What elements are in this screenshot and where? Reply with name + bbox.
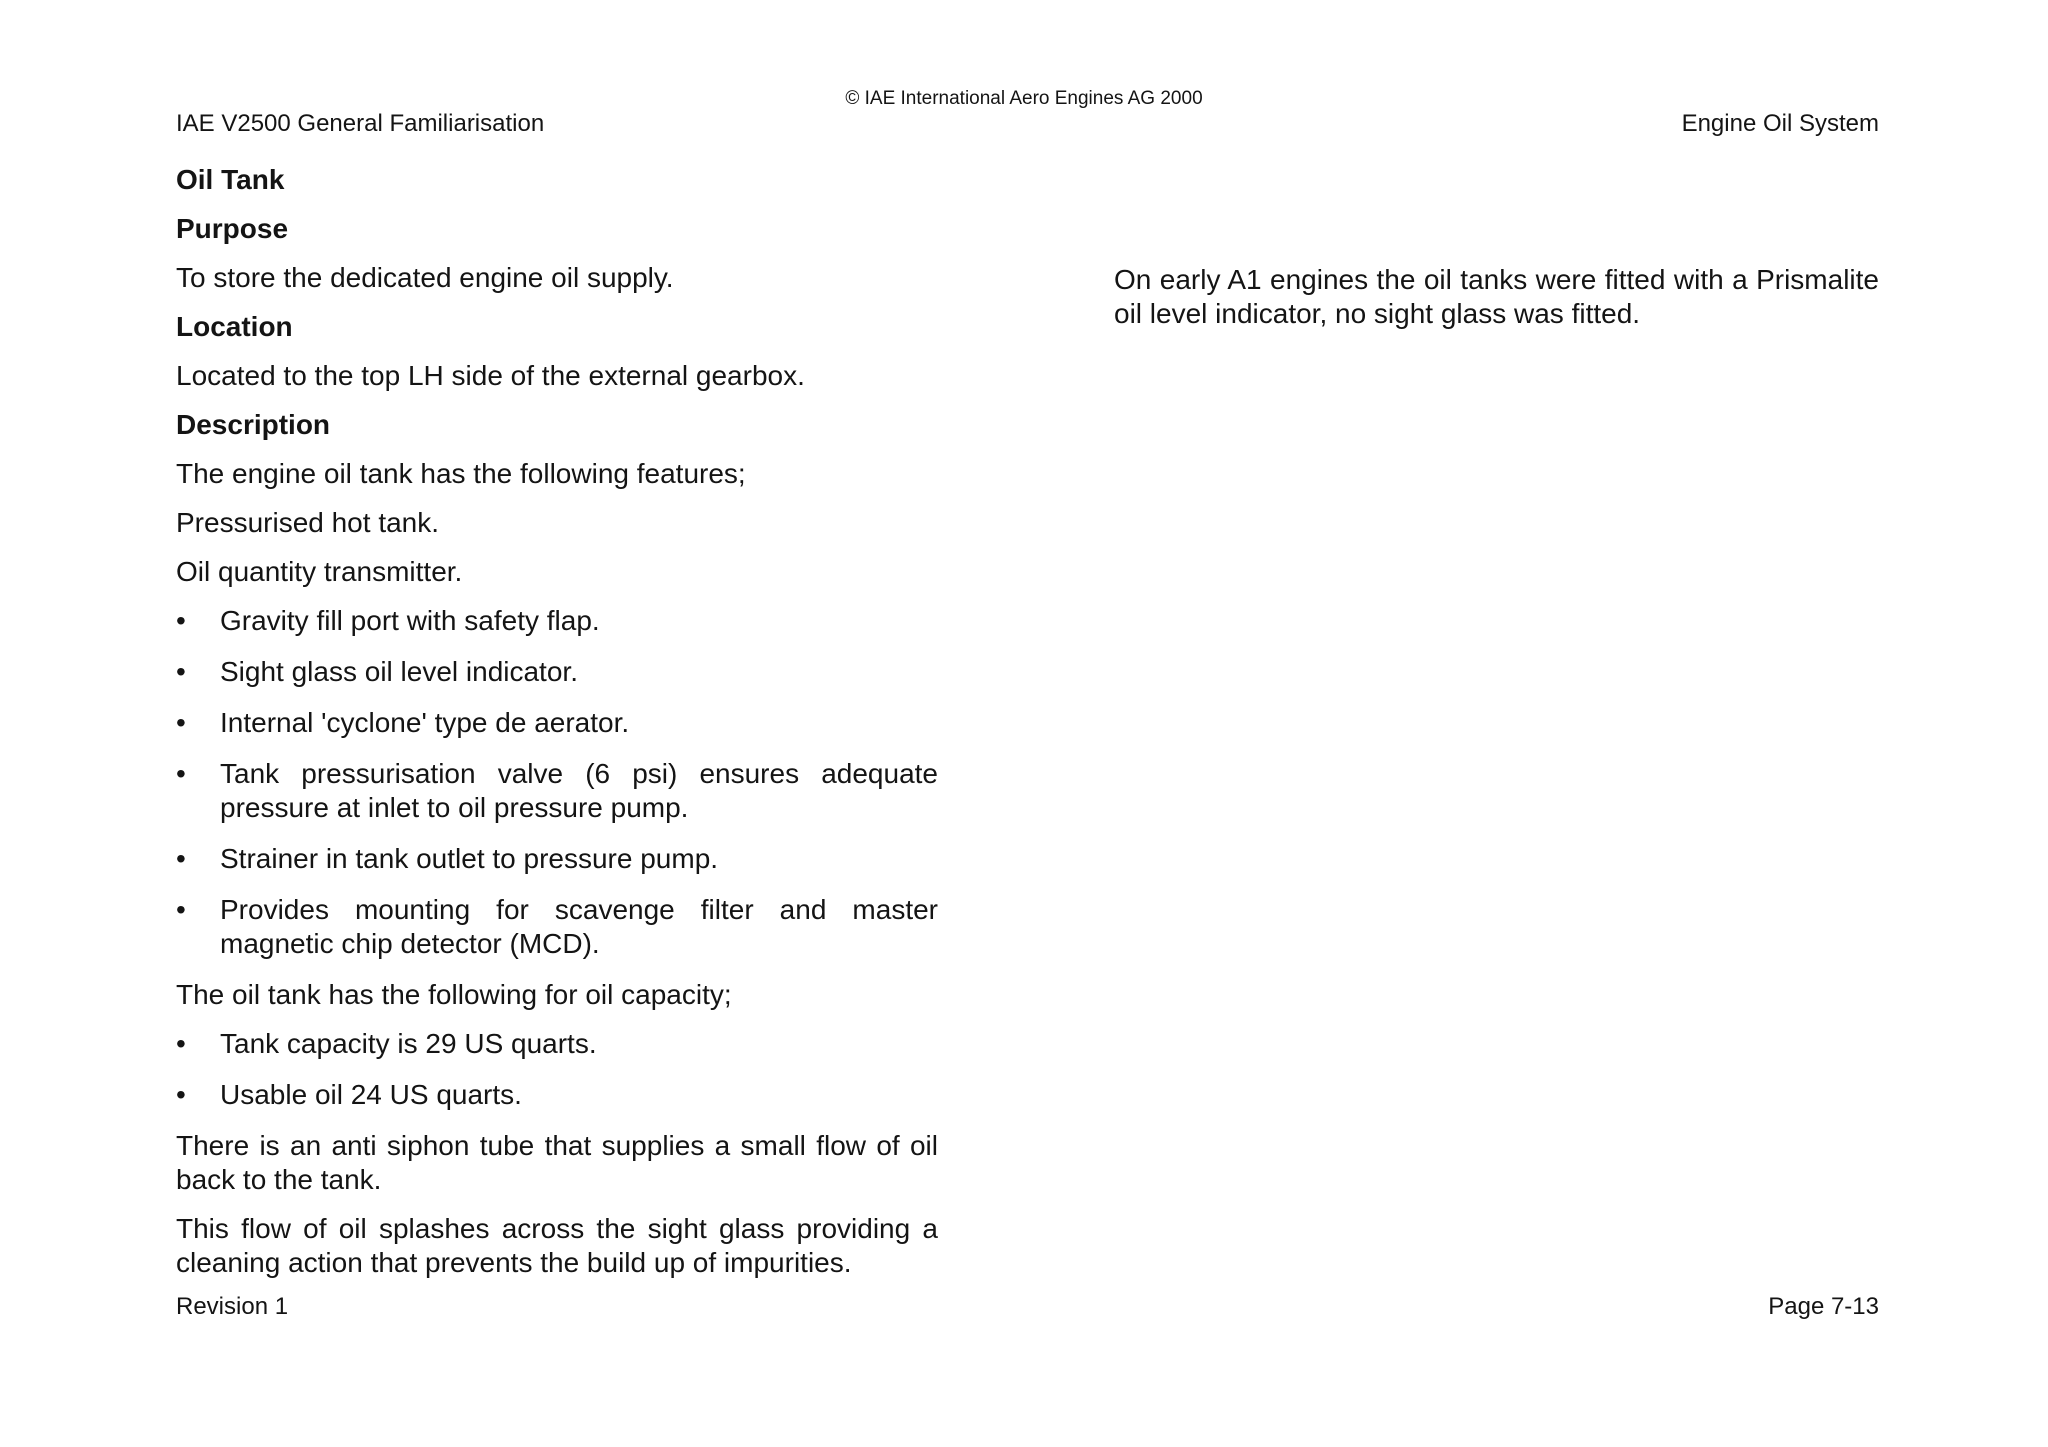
list-item-text: Internal 'cyclone' type de aerator.: [220, 707, 630, 738]
list-item-text: Tank capacity is 29 US quarts.: [220, 1028, 597, 1059]
list-item-text: Strainer in tank outlet to pressure pump.: [220, 843, 719, 874]
splash-text: This flow of oil splashes across the sight glass providing a cleaning action that prevents the build up of impurities.: [176, 1213, 938, 1278]
list-item: [176, 655, 938, 689]
capacity-intro: The oil tank has the following for oil capacity;: [176, 979, 732, 1010]
section-title: Oil Tank: [176, 164, 285, 195]
list-item: [176, 1027, 938, 1061]
bullet-icon: •: [176, 758, 186, 789]
revision-label: Revision 1: [176, 1293, 289, 1320]
list-item: [176, 893, 938, 961]
list-item: [176, 757, 938, 825]
description-heading: Description: [176, 409, 331, 440]
feature-transmitter: Oil quantity transmitter.: [176, 556, 463, 587]
document-title: IAE V2500 General Familiarisation: [176, 110, 545, 137]
left-column: [176, 163, 938, 1295]
right-column: [1114, 263, 1879, 346]
features-intro: The engine oil tank has the following features;: [176, 458, 746, 489]
location-text: Located to the top LH side of the external gearbox.: [176, 360, 805, 391]
list-item-text: Sight glass oil level indicator.: [220, 656, 578, 687]
list-item: [176, 706, 938, 740]
location-heading: Location: [176, 311, 293, 342]
list-item-text: Provides mounting for scavenge filter and master magnetic chip detector (MCD).: [220, 894, 938, 959]
bullet-icon: •: [176, 605, 186, 636]
chapter-title: Engine Oil System: [1681, 110, 1879, 137]
purpose-heading: Purpose: [176, 213, 289, 244]
page-number: Page 7-13: [1768, 1293, 1879, 1320]
bullet-icon: •: [176, 894, 186, 925]
list-item-text: Usable oil 24 US quarts.: [220, 1079, 522, 1110]
list-item: [176, 842, 938, 876]
list-item: [176, 604, 938, 638]
bullet-icon: •: [176, 843, 186, 874]
bullet-icon: •: [176, 1028, 186, 1059]
bullet-icon: •: [176, 707, 186, 738]
purpose-text: To store the dedicated engine oil supply.: [176, 262, 674, 293]
prismalite-note: On early A1 engines the oil tanks were fitted with a Prismalite oil level indicator, no sight glass was fitted.: [1114, 264, 1879, 329]
copyright-notice: © IAE International Aero Engines AG 2000: [845, 88, 1203, 109]
bullet-icon: •: [176, 656, 186, 687]
list-item: [176, 1078, 938, 1112]
anti-siphon-text: There is an anti siphon tube that supplies a small flow of oil back to the tank.: [176, 1130, 938, 1195]
list-item-text: Gravity fill port with safety flap.: [220, 605, 600, 636]
bullet-icon: •: [176, 1079, 186, 1110]
feature-pressurised: Pressurised hot tank.: [176, 507, 440, 538]
list-item-text: Tank pressurisation valve (6 psi) ensures adequate pressure at inlet to oil pressure pump.: [220, 758, 938, 823]
